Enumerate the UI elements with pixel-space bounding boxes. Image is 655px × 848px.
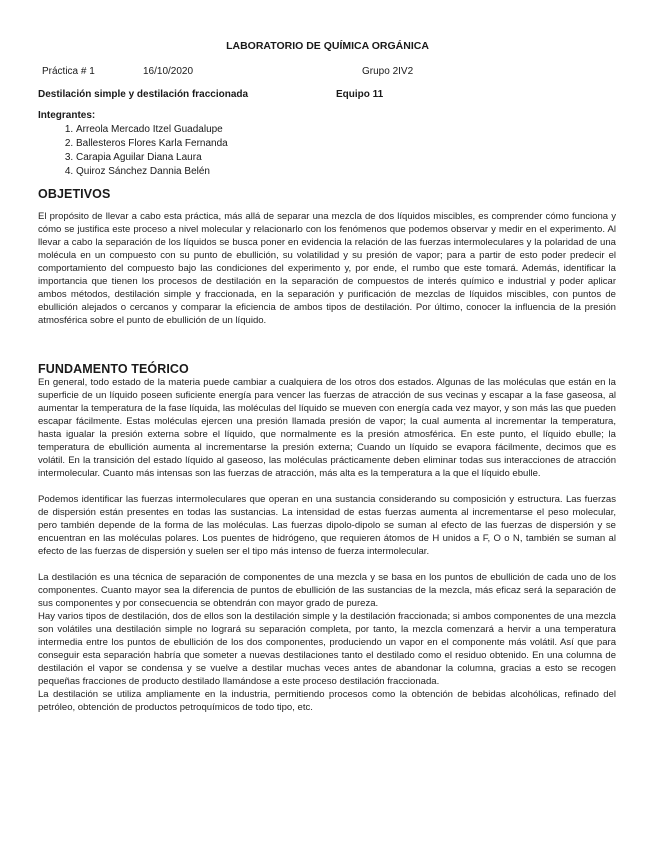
theory-heading: FUNDAMENTO TEÓRICO <box>38 362 189 376</box>
practice-number: Práctica # 1 <box>42 66 95 77</box>
group-label: Grupo 2IV2 <box>362 66 414 77</box>
page-title: LABORATORIO DE QUÍMICA ORGÁNICA <box>226 40 429 52</box>
theory-paragraph-5: La destilación se utiliza ampliamente en la industria, permitiendo procesos como la obtención de bebidas alcohólicas, refinado del petróleo, obtención de productos petroquímicos de todo tipo, etc. <box>38 689 616 713</box>
theory-paragraph-1: En general, todo estado de la materia puede cambiar a cualquiera de los otros dos estados. Algunas de las moléculas que están en la superficie de un líquido poseen suficiente energía para vencer las fuerzas de atracción de sus vecinas y escapar a la fase gaseosa, al aumentar la temperatura de la fase líquida, las moléculas del líquido se mueven con energía cada vez mayor, y son más las que pueden escapar fácilmente. Estas moléculas ejercen una presión llamada presión de vapor; la cual aumenta al incrementar la temperatura, hasta igualar la presión externa sobre el líquido, que normalmente es la presión atmosférica. En este punto, el líquido ebulle; la temperatura de ebullición aumenta al incrementarse la presión externa; Cuando un líquido se evapora fácilmente, decimos que es volátil. En la transición del estado líquido al gaseoso, las moléculas prácticamente deben eliminar todas sus interacciones de atracción intermolecular. Cuanto más intensas son las fuerzas de atracción, más alta es la temperatura a la que el líquido ebulle. <box>38 377 616 479</box>
practice-date: 16/10/2020 <box>143 66 194 77</box>
theory-section <box>38 376 616 714</box>
team-label: Equipo 11 <box>336 89 384 100</box>
theory-paragraph-2: Podemos identificar las fuerzas intermoleculares que operan en una sustancia considerando su composición y estructura. Las fuerzas de dispersión están presentes en todas las sustancias. La intensidad de estas fuerzas aumenta al incrementarse el peso molecular, pero también depende de la forma de las moléculas. Las fuerzas dipolo-dipolo se suman al efecto de las fuerzas de dispersión y se encuentran en las moléculas polares. Los puentes de hidrógeno, que requieren átomos de H unidos a F, O o N, también se suman al efecto de las fuerzas de dispersión y suelen ser el tipo más intenso de fuerza intermolecular. <box>38 494 616 557</box>
objectives-heading: OBJETIVOS <box>38 187 111 201</box>
members-block <box>38 110 228 179</box>
practice-topic: Destilación simple y destilación fraccionada <box>38 89 249 100</box>
list-item: 3. Carapia Aguilar Diana Laura <box>76 151 228 165</box>
list-item: 1. Arreola Mercado Itzel Guadalupe <box>76 123 228 137</box>
list-item: 2. Ballesteros Flores Karla Fernanda <box>76 137 228 151</box>
members-label: Integrantes: <box>38 110 96 121</box>
theory-paragraph-3: La destilación es una técnica de separación de componentes de una mezcla y se basa en los puntos de ebullición de cada uno de los componentes. Cuanto mayor sea la diferencia de puntos de ebullición de las sustancias de la mezcla, más eficaz será la separación de sus componentes y por consecuencia se obtendrán con mayor grado de pureza. <box>38 572 616 609</box>
list-item: 4. Quiroz Sánchez Dannia Belén <box>76 165 228 179</box>
theory-paragraph-4: Hay varios tipos de destilación, dos de ellos son la destilación simple y la destilación fraccionada; si ambos componentes de una mezcla son volátiles una destilación simple no logrará su separación completa, por tanto, la mezcla comenzará a hervir a una temperatura intermedia entre los puntos de ebullición de los dos componentes, produciendo un vapor en el componente más volátil. Así que para conseguir esta separación habría que someter a nuevas destilaciones tanto el destilado como el residuo obtenido. En una columna de destilación el vapor se condensa y se vuelve a destilar muchas veces antes de abandonar la columna, gracias a esto se recogen pequeñas fracciones de producto destilado llamándose a este proceso destilación fraccionada. <box>38 611 616 687</box>
objectives-text: El propósito de llevar a cabo esta práctica, más allá de separar una mezcla de dos líquidos miscibles, es comprender cómo funciona y cómo se justifica este proceso a nivel molecular y relacionarlo con los fenómenos que podemos observar y medir en el experimento. Al llevar a cabo la separación de los líquidos se busca poner en evidencia la relación de las fuerzas intermoleculares y la polaridad de una molécula en un compuesto con su punto de ebullición, su volatilidad y su presión de vapor; para a partir de esto poder predecir el comportamiento del compuesto bajo las condiciones del experimento y, por ende, el rumbo que este tomará. Además, identificar la importancia que tienen los procesos de destilación en la separación de compuestos de interés químico e industrial y poder aplicar ambos métodos, destilación simple y fraccionada, en la separación y purificación de mezclas de líquidos miscibles, con puntos de ebullición alejados o cercanos y comparar la eficiencia de ambos tipos de destilación. Por último, conocer la influencia de la presión atmosférica sobre el punto de ebullición de un líquido. <box>38 211 616 326</box>
objectives-section <box>38 210 616 327</box>
members-list <box>38 123 228 179</box>
